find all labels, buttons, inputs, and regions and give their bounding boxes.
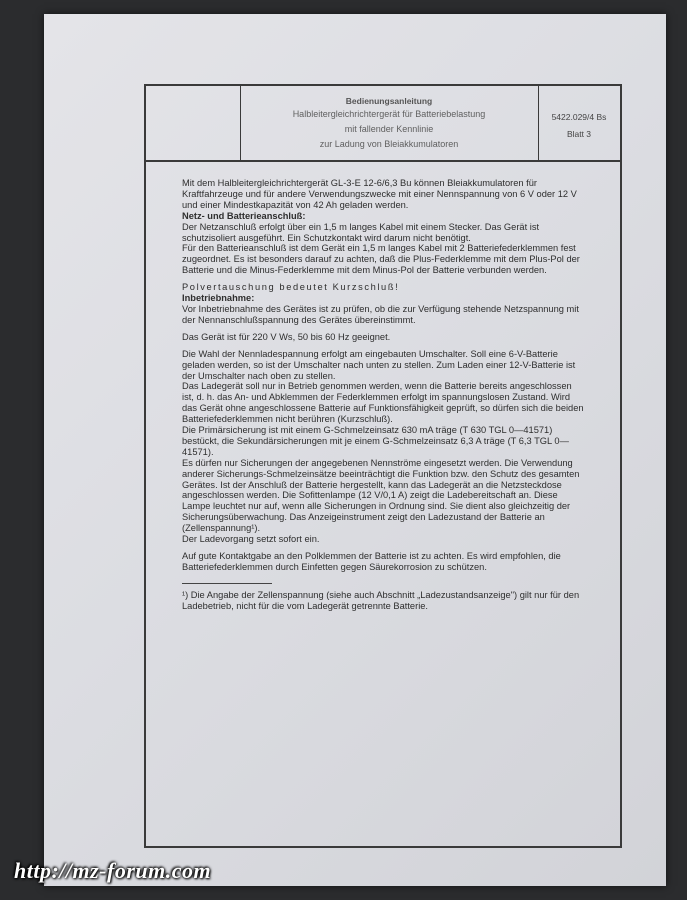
paragraph: Das Gerät ist für 220 V Ws, 50 bis 60 Hz geeignet. <box>182 331 391 342</box>
paragraph: Die Wahl der Nennladespannung erfolgt am eingebauten Umschalter. Soll eine 6-V-Batterie geladen werden, so ist der Umschalter nach unten zu stellen. Zum Laden einer 12-V-Batterie ist der Umschalter nach oben zu stellen. <box>182 348 576 381</box>
paragraph: Es dürfen nur Sicherungen der angegebenen Nennströme eingesetzt werden. Die Verwendung anderer Sicherungs-Schmelzeinsätze beeinträchtigt die Funktion bzw. den Schutz des gesamten Gerätes. Ist der Anschluß der Batterie hergestellt, kann das Ladegerät an die Netzsteckdose angeschlossen werden. Die Sofittenlampe (12 V/0,1 A) zeigt die Ladebereitschaft an. Diese Lampe leuchtet nur auf, wenn alle Sicherungen in Ordnung sind. Sie dient also gleichzeitig der Sicherungsüberwachung. Das Anzeigeinstrument zeigt den Ladezustand der Batterie an (Zellenspannung¹). <box>182 457 580 534</box>
document-subtitle-line: Halbleitergleichrichtergerät für Batteriebelastung <box>292 109 486 119</box>
footnote-divider <box>182 583 272 584</box>
document-code: 5422.029/4 Bs <box>551 112 607 122</box>
paragraph: Für den Batterieanschluß ist dem Gerät ein 1,5 m langes Kabel mit 2 Batteriefederklemmen fest zugeordnet. Es ist besonders darauf zu achten, daß die Plus-Federklemme mit dem Plus-Pol der Batterie und die Minus-Federklemme mit dem Minus-Pol der Batterie verbunden werden. <box>182 243 580 276</box>
document-body <box>182 178 586 612</box>
forum-watermark: http://mz-forum.com <box>14 858 212 883</box>
sheet-number: Blatt 3 <box>566 129 592 139</box>
title-block-left-cell <box>146 86 241 160</box>
section-heading-connection: Netz- und Batterieanschluß: <box>182 210 306 221</box>
polarity-warning: Polvertauschung bedeutet Kurzschluß! <box>182 282 400 293</box>
paragraph: Vor Inbetriebnahme des Gerätes ist zu prüfen, ob die zur Verfügung stehende Netzspannung mit der Nennanschlußspannung des Gerätes übereinstimmt. <box>182 303 579 325</box>
title-block-right <box>538 86 620 160</box>
paragraph: Der Netzanschluß erfolgt über ein 1,5 m langes Kabel mit einem Stecker. Das Gerät ist schutzisoliert ausgeführt. Ein Schutzkontakt wird darum nicht benötigt. <box>182 221 540 243</box>
footnote: ¹) Die Angabe der Zellenspannung (siehe auch Abschnitt „Ladezustandsanzeige") gilt nur für den Ladebetrieb, nicht für die vom Ladegerät getrennte Batterie. <box>182 589 580 611</box>
section-heading-startup: Inbetriebnahme: <box>182 293 255 304</box>
document-subtitle-line: mit fallender Kennlinie <box>344 124 434 134</box>
title-block-center <box>240 86 539 160</box>
document-title: Bedienungsanleitung <box>345 96 433 106</box>
paragraph: Der Ladevorgang setzt sofort ein. <box>182 534 320 545</box>
document-sheet <box>44 14 666 886</box>
paragraph: Die Primärsicherung ist mit einem G-Schmelzeinsatz 630 mA träge (T 630 TGL 0—41571) bestückt, die Sekundärsicherungen mit je einem G-Schmelzeinsatz 6,3 A träge (T 6,3 TGL 0—41571). <box>182 425 569 457</box>
document-subtitle-line: zur Ladung von Bleiakkumulatoren <box>319 139 459 149</box>
title-block <box>146 86 620 162</box>
document-frame <box>144 84 622 848</box>
paragraph: Auf gute Kontaktgabe an den Polklemmen der Batterie ist zu achten. Es wird empfohlen, die Batteriefederklemmen durch Einfetten gegen Säurekorrosion zu schützen. <box>182 551 561 572</box>
intro-paragraph: Mit dem Halbleitergleichrichtergerät GL-3-E 12-6/6,3 Bu können Bleiakkumulatoren für Kraftfahrzeuge und für andere Verwendungszwecke mit einer Nennspannung von 6 V oder 12 V und einer Mindestkapazität von 42 Ah geladen werden. <box>182 178 577 210</box>
paragraph: Das Ladegerät soll nur in Betrieb genommen werden, wenn die Batterie bereits angeschlossen ist, d. h. das An- und Abklemmen der Federklemmen erfolgt im spannungslosen Zustand. Wird das Gerät ohne angeschlossene Batterie auf Funktionsfähigkeit geprüft, so dürfen sich die beiden Batteriefederklemmen nicht berühren (Kurzschluß). <box>182 381 584 425</box>
